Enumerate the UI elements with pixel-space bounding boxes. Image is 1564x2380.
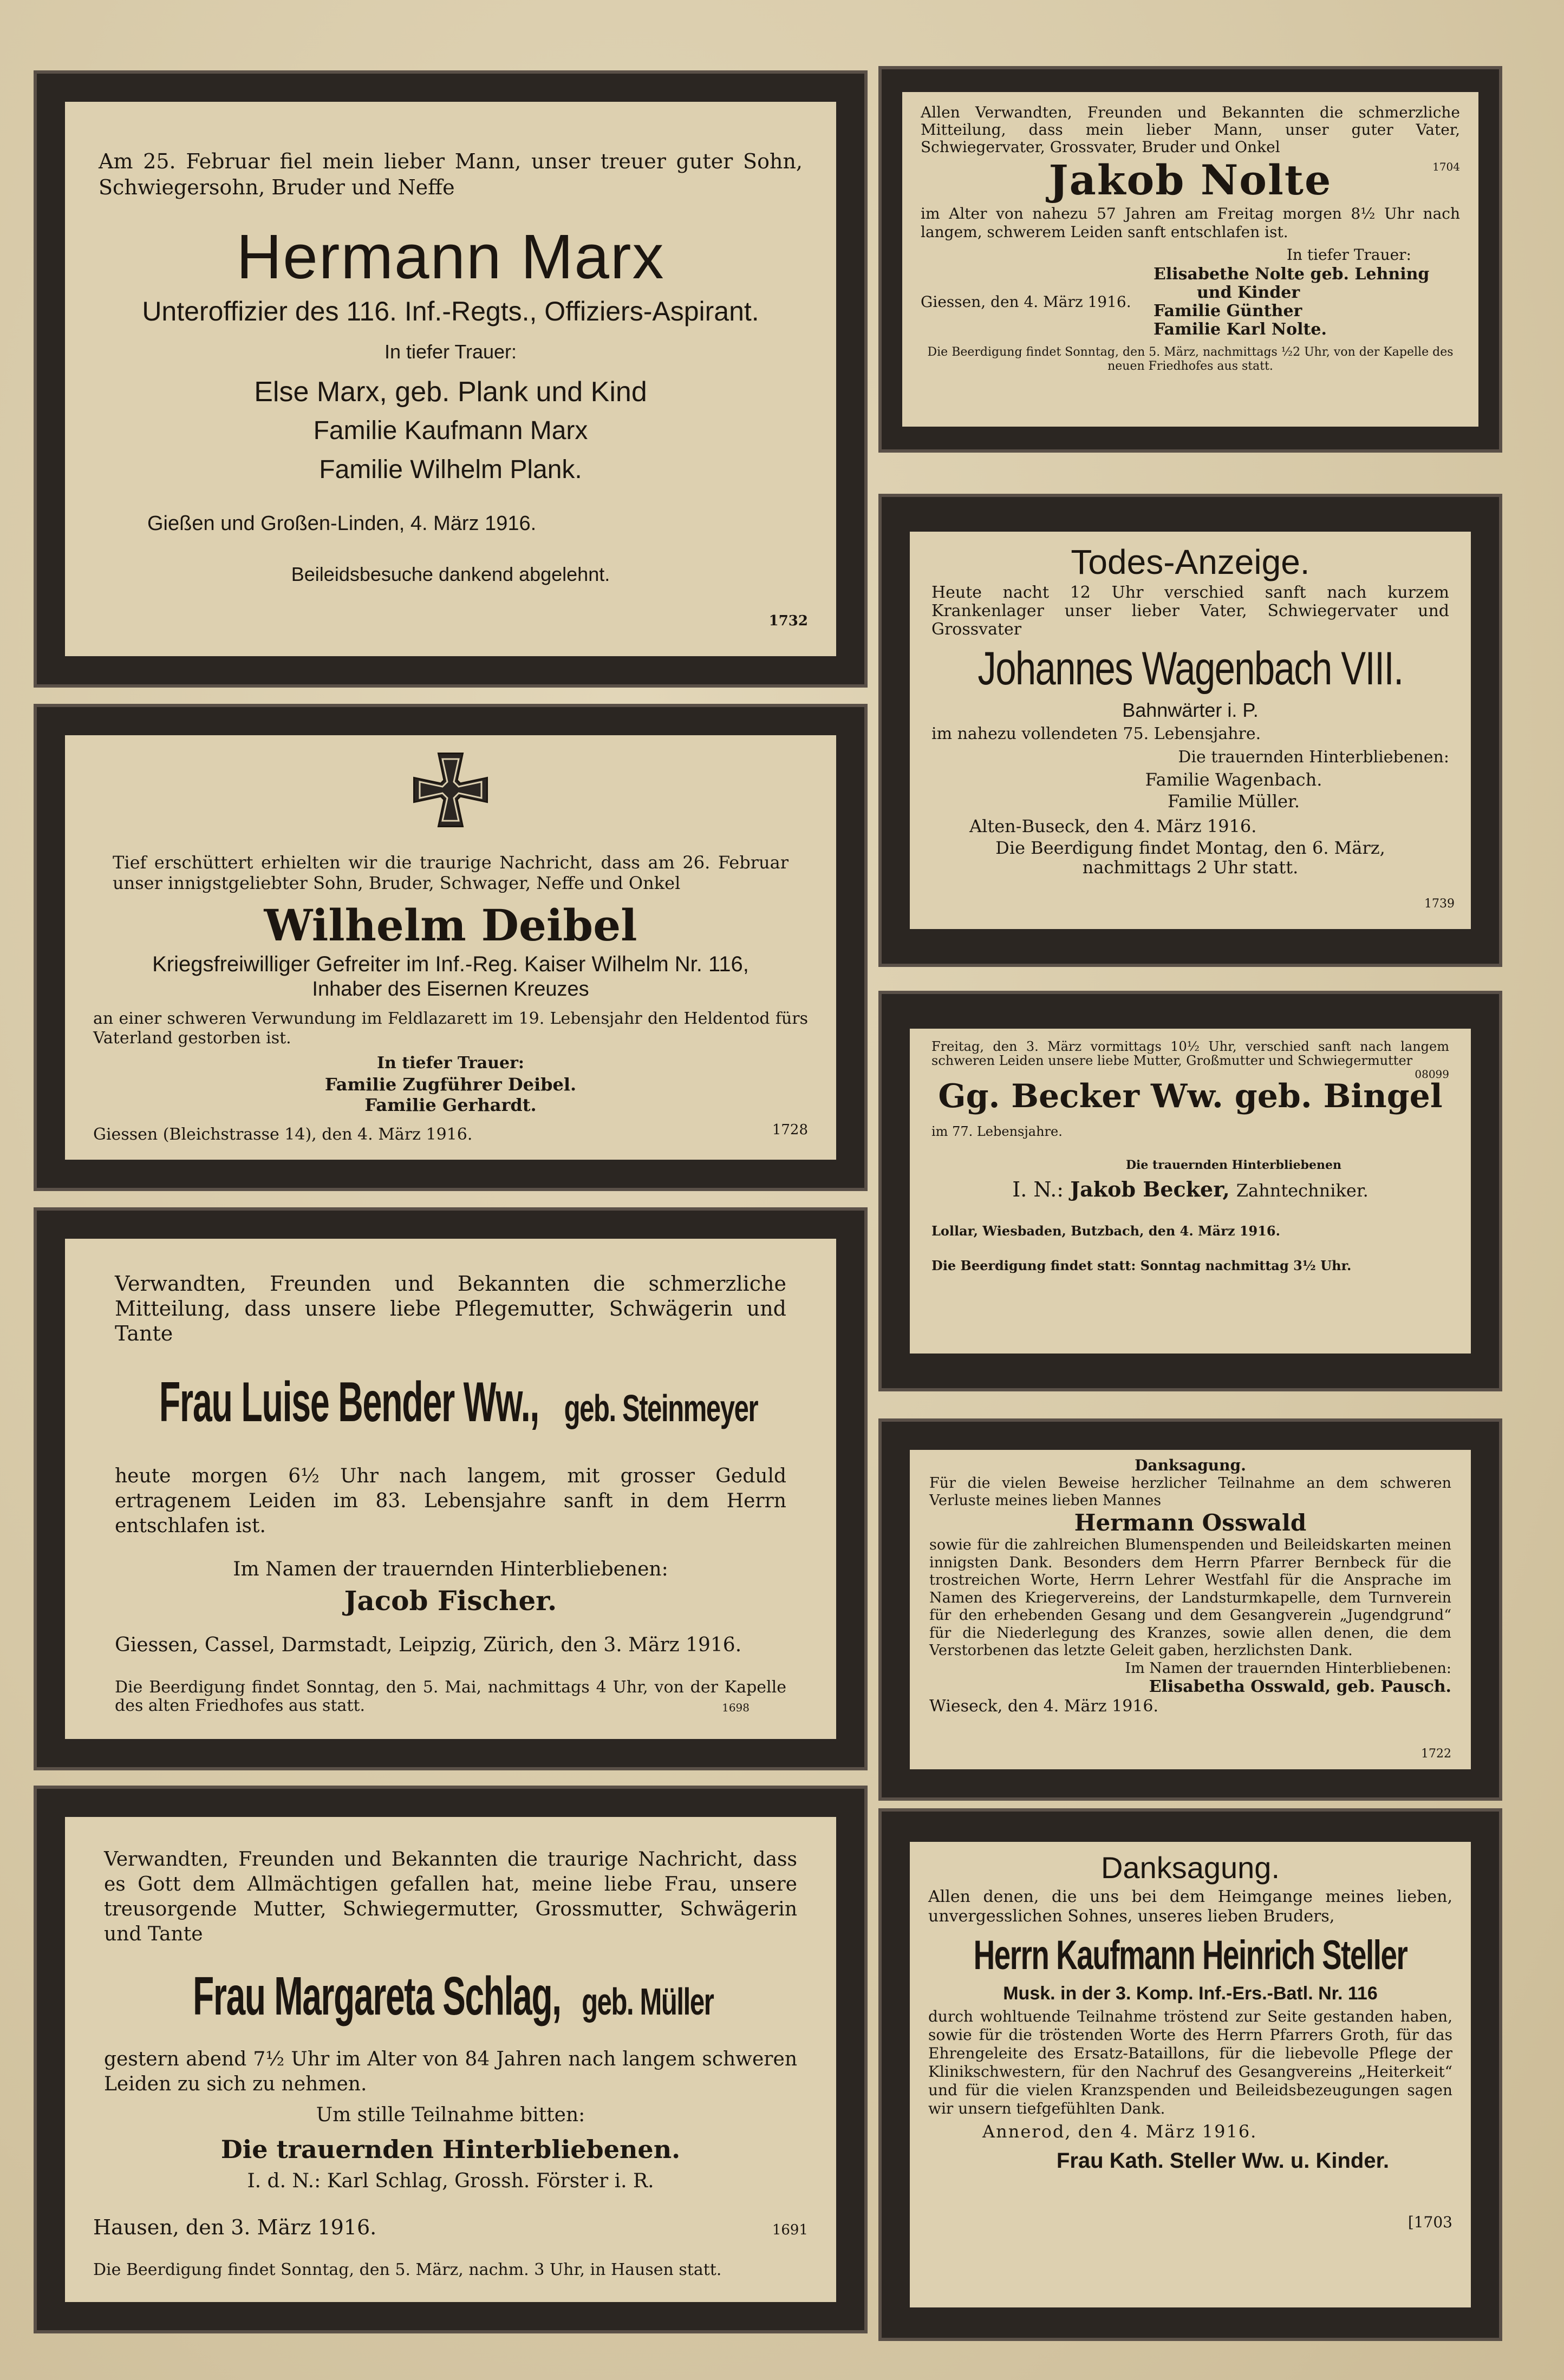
- wagenbach-job: Bahnwärter i. P.: [1122, 699, 1259, 721]
- nolte-family: [1154, 265, 1460, 339]
- schlag-mourners: Die trauernden Hinterbliebenen.: [220, 2135, 681, 2164]
- schlag-funeral: Die Beerdigung findet Sonntag, den 5. März, nachm. 3 Uhr, in Hausen statt.: [93, 2260, 722, 2279]
- oswald-signer: Elisabetha Osswald, geb. Pausch.: [1149, 1677, 1451, 1696]
- marx-family-3: Familie Wilhelm Plank.: [319, 455, 582, 484]
- wagenbach-family-2: Familie Müller.: [1168, 791, 1300, 812]
- deibel-intro: Tief erschüttert erhielten wir die traurige Nachricht, dass am 26. Februar unser innigstgeliebter Sohn, Bruder, Schwager, Neffe und Onkel: [113, 852, 788, 893]
- marx-family-2: Familie Kaufmann Marx: [313, 416, 588, 445]
- marx-ref: 1732: [768, 613, 808, 629]
- schlag-name: Frau Margareta Schlag,: [192, 1966, 561, 2026]
- bender-place-date: Giessen, Cassel, Darmstadt, Leipzig, Zürich, den 3. März 1916.: [115, 1634, 742, 1656]
- wagenbach-name: Johannes Wagenbach VIII.: [978, 643, 1403, 695]
- notice-schlag: [34, 1786, 868, 2333]
- notice-oswald: [878, 1418, 1502, 1801]
- wagenbach-heading: Todes-Anzeige.: [1071, 542, 1310, 581]
- oswald-ref: 1722: [1421, 1747, 1451, 1761]
- becker-funeral: Die Beerdigung findet statt: Sonntag nachmittag 3½ Uhr.: [931, 1258, 1352, 1273]
- schlag-ref: 1691: [772, 2222, 808, 2238]
- notice-becker: [878, 991, 1502, 1391]
- schlag-name-line: [93, 1961, 808, 2047]
- becker-places: Lollar, Wiesbaden, Butzbach, den 4. März 1916.: [931, 1223, 1280, 1239]
- becker-ref: 08099: [1415, 1068, 1449, 1081]
- wagenbach-intro: Heute nacht 12 Uhr verschied sanft nach kurzem Krankenlager unser lieber Vater, Schwiegervater und Grossvater: [931, 583, 1449, 639]
- steller-name: Herrn Kaufmann Heinrich Steller: [973, 1932, 1407, 1978]
- marx-name: Hermann Marx: [236, 221, 665, 292]
- nolte-intro: Allen Verwandten, Freunden und Bekannten die schmerzliche Mitteilung, dass mein lieber Mann, unser guter Vater, Schwiegervater, Grossvater, Bruder und Onkel: [921, 103, 1460, 156]
- schlag-text: gestern abend 7½ Uhr im Alter von 84 Jahren nach langem schweren Leiden zu sich zu nehmen.: [104, 2048, 797, 2095]
- deibel-place-date: Giessen (Bleichstrasse 14), den 4. März 1916.: [93, 1125, 473, 1144]
- steller-text: durch wohltuende Teilnahme tröstend zur Seite gestanden haben, sowie für die tröstenden Worte des Herrn Pfarrers Groth, für das Ehrengeleite des Ersatz-Bataillons, für die liebevolle Pflege der Klinikschwestern, für den Nachruf des Gesangvereins „Heiterkeit“ und für die vielen Kranzspenden und Beileidsbezeugungen sagen wir unsern tiefgefühlten Dank.: [928, 2008, 1452, 2117]
- notice-deibel: [34, 704, 868, 1191]
- marx-intro: Am 25. Februar fiel mein lieber Mann, unser treuer guter Sohn, Schwiegersohn, Bruder und Neffe: [99, 149, 803, 199]
- marx-mourning: In tiefer Trauer:: [384, 341, 517, 363]
- marx-family-1: Else Marx, geb. Plank und Kind: [254, 376, 647, 408]
- steller-intro: Allen denen, die uns bei dem Heimgange meines lieben, unvergesslichen Sohnes, unseres lieben Bruders,: [928, 1887, 1452, 1926]
- notice-marx: [34, 70, 868, 688]
- schlag-name-suffix: geb. Müller: [581, 1980, 714, 2023]
- nolte-family-1: Elisabethe Nolte geb. Lehning: [1154, 265, 1430, 284]
- steller-ref: [1703: [1407, 2213, 1452, 2231]
- wagenbach-family-1: Familie Wagenbach.: [1145, 769, 1322, 790]
- marx-note: Beileidsbesuche dankend abgelehnt.: [291, 563, 610, 585]
- becker-age: im 77. Lebensjahre.: [931, 1124, 1063, 1139]
- steller-place-date: Annerod, den 4. März 1916.: [982, 2121, 1257, 2142]
- deibel-family-1: Familie Zugführer Deibel.: [324, 1074, 577, 1095]
- nolte-ref: 1704: [1432, 160, 1460, 173]
- nolte-family-4: Familie Karl Nolte.: [1154, 320, 1327, 339]
- nolte-mourning: In tiefer Trauer:: [1286, 246, 1411, 264]
- becker-name: Gg. Becker Ww. geb. Bingel: [938, 1077, 1443, 1115]
- becker-signer-prefix: I. N.:: [1012, 1178, 1064, 1201]
- wagenbach-age: im nahezu vollendeten 75. Lebensjahre.: [931, 724, 1261, 743]
- nolte-family-2: und Kinder: [1197, 283, 1300, 302]
- notice-steller: [878, 1808, 1502, 2341]
- oswald-text: sowie für die zahlreichen Blumenspenden und Beileidskarten meinen innigsten Dank. Besonders dem Herrn Pfarrer Bernbeck für die trostreichen Worte, Herrn Lehrer Westfahl für die Ansprache im Namen des Kriegervereins, der Landsturmkapelle, dem Turnverein für den erhebenden Gesang und dem Gesangverein „Jugendgrund“ für die Niederlegung des Kranzes, sowie allen denen, die dem Verstorbenen das letzte Geleit gaben, herzlichsten Dank.: [929, 1536, 1451, 1659]
- oswald-place-date: Wieseck, den 4. März 1916.: [929, 1696, 1159, 1716]
- bender-text: heute morgen 6½ Uhr nach langem, mit grosser Geduld ertragenem Leiden im 83. Lebensjahre sanft in dem Herrn entschlafen ist.: [115, 1465, 786, 1537]
- bender-intro: Verwandten, Freunden und Bekannten die schmerzliche Mitteilung, dass unsere liebe Pflegemutter, Schwägerin und Tante: [115, 1272, 786, 1345]
- iron-cross-icon: [410, 749, 491, 831]
- deibel-name: Wilhelm Deibel: [264, 900, 637, 951]
- becker-mourning: Die trauernden Hinterbliebenen: [1125, 1158, 1342, 1172]
- steller-signer: Frau Kath. Steller Ww. u. Kinder.: [1056, 2149, 1390, 2173]
- oswald-name: Hermann Osswald: [1074, 1509, 1307, 1536]
- nolte-place-date: Giessen, den 4. März 1916.: [921, 293, 1131, 311]
- becker-signer-line: [931, 1176, 1449, 1204]
- nolte-funeral: Die Beerdigung findet Sonntag, den 5. März, nachmittags ½2 Uhr, von der Kapelle des neuen Friedhofes aus statt.: [927, 345, 1454, 373]
- nolte-signature-block: [921, 265, 1460, 339]
- nolte-text: im Alter von nahezu 57 Jahren am Freitag morgen 8½ Uhr nach langem, schwerem Leiden sanft entschlafen ist.: [921, 205, 1460, 241]
- steller-rank: Musk. in der 3. Komp. Inf.-Ers.-Batl. Nr. 116: [1003, 1983, 1378, 2004]
- bender-signer: Jacob Fischer.: [344, 1585, 557, 1617]
- wagenbach-funeral: Die Beerdigung findet Montag, den 6. März, nachmittags 2 Uhr statt.: [995, 838, 1385, 878]
- schlag-place-date: Hausen, den 3. März 1916.: [93, 2215, 377, 2239]
- nolte-family-3: Familie Günther: [1154, 302, 1302, 321]
- wagenbach-ref: 1739: [1424, 897, 1455, 911]
- oswald-heading: Danksagung.: [1135, 1456, 1246, 1474]
- oswald-mourning: Im Namen der trauernden Hinterbliebenen:: [1125, 1659, 1451, 1677]
- bender-name-line: [93, 1364, 808, 1456]
- bender-name: Frau Luise Bender Ww.,: [159, 1371, 539, 1434]
- notice-nolte: [878, 66, 1502, 453]
- oswald-intro: Für die vielen Beweise herzlicher Teilnahme an dem schweren Verluste meines lieben Mannes: [929, 1475, 1451, 1509]
- bender-mourning: Im Namen der trauernden Hinterbliebenen:: [233, 1558, 668, 1580]
- becker-intro: Freitag, den 3. März vormittags 10½ Uhr, verschied sanft nach langem schweren Leiden unsere liebe Mutter, Großmutter und Schwiegermutter: [931, 1039, 1449, 1068]
- notice-bender: [34, 1207, 868, 1770]
- becker-signer: Jakob Becker,: [1070, 1177, 1230, 1201]
- deibel-family-2: Familie Gerhardt.: [364, 1095, 537, 1115]
- wagenbach-place-date: Alten-Buseck, den 4. März 1916.: [969, 816, 1257, 836]
- deibel-mourning: In tiefer Trauer:: [376, 1054, 525, 1073]
- marx-rank: Unteroffizier des 116. Inf.-Regts., Offiziers-Aspirant.: [142, 296, 759, 326]
- bender-name-suffix: geb. Steinmeyer: [564, 1387, 758, 1429]
- schlag-intro: Verwandten, Freunden und Bekannten die traurige Nachricht, dass es Gott dem Allmächtigen gefallen hat, meine liebe Frau, unsere treusorgende Mutter, Schwiegermutter, Grossmutter, Schwägerin und Tante: [104, 1848, 797, 1945]
- marx-place-date: Gießen und Großen-Linden, 4. März 1916.: [147, 512, 537, 535]
- nolte-name: Jakob Nolte: [1048, 156, 1332, 204]
- deibel-ref: 1728: [772, 1122, 808, 1138]
- deibel-text: an einer schweren Verwundung im Feldlazarett im 19. Lebensjahr den Heldentod fürs Vaterland gestorben ist.: [93, 1009, 808, 1048]
- schlag-signer: I. d. N.: Karl Schlag, Grossh. Förster i. R.: [247, 2170, 654, 2192]
- schlag-request: Um stille Teilnahme bitten:: [316, 2104, 585, 2126]
- steller-heading: Danksagung.: [1100, 1851, 1280, 1885]
- deibel-rank: Kriegsfreiwilliger Gefreiter im Inf.-Reg. Kaiser Wilhelm Nr. 116,: [152, 952, 749, 976]
- notice-wagenbach: [878, 494, 1502, 967]
- deibel-award: Inhaber des Eisernen Kreuzes: [312, 978, 589, 1001]
- wagenbach-mourning: Die trauernden Hinterbliebenen:: [1178, 748, 1449, 767]
- bender-ref: 1698: [722, 1701, 750, 1714]
- becker-signer-job: Zahntechniker.: [1236, 1180, 1369, 1201]
- bender-funeral: Die Beerdigung findet Sonntag, den 5. Mai, nachmittags 4 Uhr, von der Kapelle des alten Friedhofes aus statt.: [115, 1678, 786, 1715]
